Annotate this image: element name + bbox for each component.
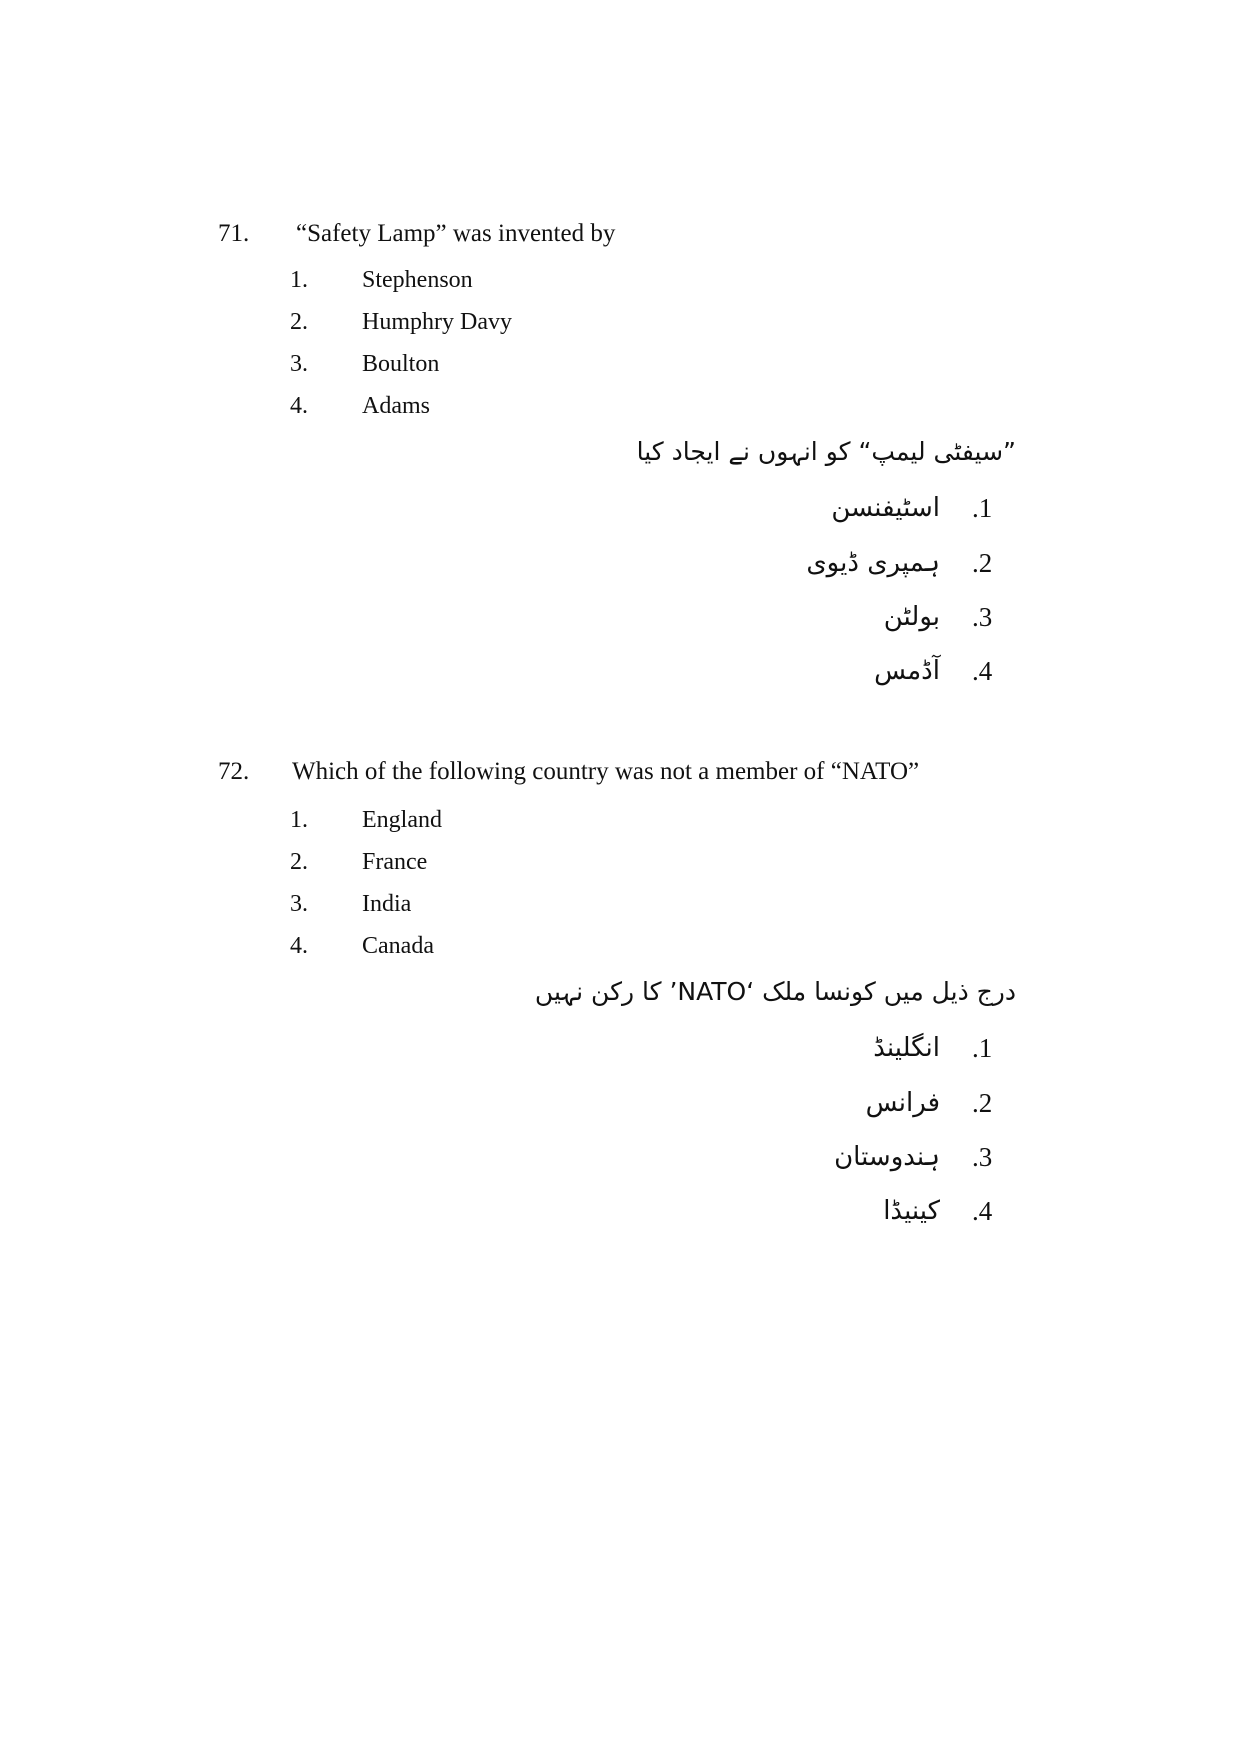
- option-number: 1.: [290, 267, 308, 293]
- option-number: 3.: [290, 891, 308, 917]
- urdu-option-text: بولٹن: [883, 602, 940, 632]
- urdu-question-text: ”سیفٹی لیمپ“ کو انہوں نے ایجاد کیا: [636, 437, 1016, 466]
- question-number: 72.: [218, 758, 250, 785]
- option-text: India: [362, 891, 412, 917]
- option-text: Boulton: [362, 351, 440, 377]
- option-number: 1.: [290, 807, 308, 833]
- option-text: Adams: [362, 393, 430, 419]
- option-text: England: [362, 807, 442, 833]
- option-number: 4.: [290, 393, 308, 419]
- urdu-option-text: کینیڈا: [883, 1196, 940, 1226]
- urdu-option-text: اسٹیفنسن: [831, 493, 940, 523]
- option-number: 4.: [290, 933, 308, 959]
- urdu-option-text: انگلینڈ: [873, 1033, 940, 1063]
- option-text: Stephenson: [362, 267, 473, 293]
- option-number: 2.: [290, 309, 308, 335]
- urdu-option-number: .2: [972, 548, 993, 578]
- urdu-option-text: آڈمس: [874, 656, 940, 686]
- question-text: “Safety Lamp” was invented by: [296, 220, 616, 247]
- option-number: 3.: [290, 351, 308, 377]
- urdu-option-text: فرانس: [865, 1088, 940, 1118]
- question-text: Which of the following country was not a member of “NATO”: [292, 758, 920, 785]
- urdu-option-number: .2: [972, 1088, 993, 1118]
- urdu-option-number: .3: [972, 602, 993, 632]
- question-number: 71.: [218, 220, 250, 247]
- urdu-option-number: .4: [972, 656, 993, 686]
- urdu-option-number: .4: [972, 1196, 993, 1226]
- option-text: Canada: [362, 933, 434, 959]
- urdu-option-number: .1: [972, 1033, 993, 1063]
- option-number: 2.: [290, 849, 308, 875]
- option-text: France: [362, 849, 428, 875]
- urdu-option-number: .1: [972, 493, 993, 523]
- urdu-question-text: درج ذیل میں کونسا ملک ‘NATO’ کا رکن نہیں: [534, 977, 1016, 1006]
- urdu-option-number: .3: [972, 1142, 993, 1172]
- option-text: Humphry Davy: [362, 309, 512, 335]
- urdu-option-text: ہمپری ڈیوی: [806, 548, 940, 578]
- urdu-option-text: ہندوستان: [834, 1142, 940, 1172]
